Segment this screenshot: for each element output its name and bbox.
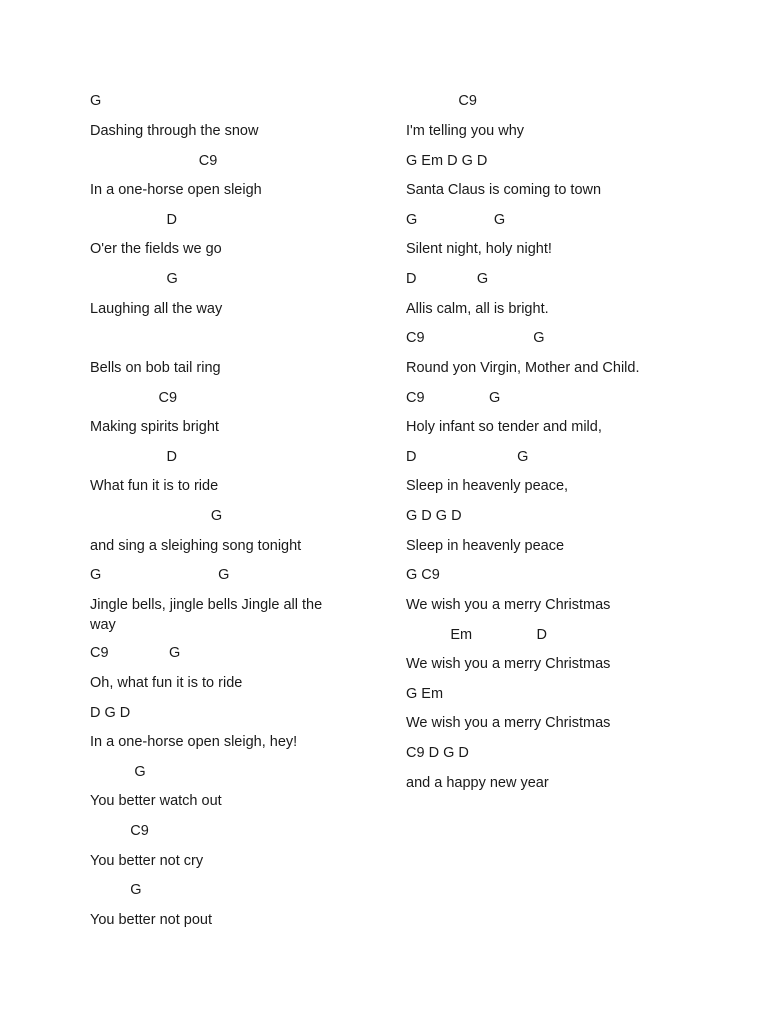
lyric-line: Round yon Virgin, Mother and Child.	[406, 360, 640, 376]
lyric-line: We wish you a merry Christmas	[406, 656, 611, 672]
lyric-line: In a one-horse open sleigh	[90, 182, 262, 198]
chord-line: G	[90, 882, 142, 898]
left-column	[90, 0, 350, 1024]
chord-line: G Em	[406, 686, 444, 702]
lyric-line: We wish you a merry Christmas	[406, 715, 611, 731]
chord-line: G D G D	[406, 508, 462, 524]
lyric-line: You better watch out	[90, 793, 222, 809]
chord-line: C9	[406, 93, 477, 109]
lyric-line: Bells on bob tail ring	[90, 360, 221, 376]
chord-line: D G	[406, 449, 529, 465]
chord-line: C9 D G D	[406, 745, 469, 761]
chord-line: C9 G	[406, 330, 545, 346]
right-column	[406, 0, 706, 1024]
lyric-line: Making spirits bright	[90, 419, 219, 435]
lyric-line: You better not cry	[90, 853, 204, 869]
lyric-line: In a one-horse open sleigh, hey!	[90, 734, 298, 750]
chord-line: D G D	[90, 705, 131, 721]
chord-line: C9	[90, 823, 149, 839]
lyric-line: Holy infant so tender and mild,	[406, 419, 602, 435]
lyric-line: Oh, what fun it is to ride	[90, 675, 243, 691]
chord-line: G G	[406, 212, 506, 228]
chord-line: C9 G	[406, 390, 501, 406]
chord-line: D	[90, 449, 178, 465]
lyric-line: and a happy new year	[406, 775, 549, 791]
chord-line: G G	[90, 567, 230, 583]
lyric-line: We wish you a merry Christmas	[406, 597, 611, 613]
lyric-line: I'm telling you why	[406, 123, 525, 139]
lyric-line: You better not pout	[90, 912, 213, 928]
chord-line: G	[90, 271, 178, 287]
chord-line: C9	[90, 153, 218, 169]
lyric-line: Santa Claus is coming to town	[406, 182, 602, 198]
chord-line: G	[90, 508, 223, 524]
lyric-line: Silent night, holy night!	[406, 241, 552, 257]
chord-line: G	[90, 93, 102, 109]
lyric-line: Allis calm, all is bright.	[406, 301, 549, 317]
lyric-line: What fun it is to ride	[90, 478, 219, 494]
chord-line: G	[90, 764, 146, 780]
chord-line: D	[90, 212, 178, 228]
chord-line: G C9	[406, 567, 440, 583]
chord-line: D G	[406, 271, 489, 287]
lyric-line: Jingle bells, jingle bells Jingle all the way	[90, 597, 323, 633]
lyric-line: Laughing all the way	[90, 301, 223, 317]
chord-line: C9	[90, 390, 178, 406]
chord-line: Em D	[406, 627, 547, 643]
chord-line: C9 G	[90, 645, 181, 661]
lyric-line: Dashing through the snow	[90, 123, 259, 139]
lyric-line: and sing a sleighing song tonight	[90, 538, 302, 554]
lyric-line: O'er the fields we go	[90, 241, 222, 257]
chord-line: G Em D G D	[406, 153, 488, 169]
lyric-line: Sleep in heavenly peace,	[406, 478, 569, 494]
lyric-line: Sleep in heavenly peace	[406, 538, 565, 554]
